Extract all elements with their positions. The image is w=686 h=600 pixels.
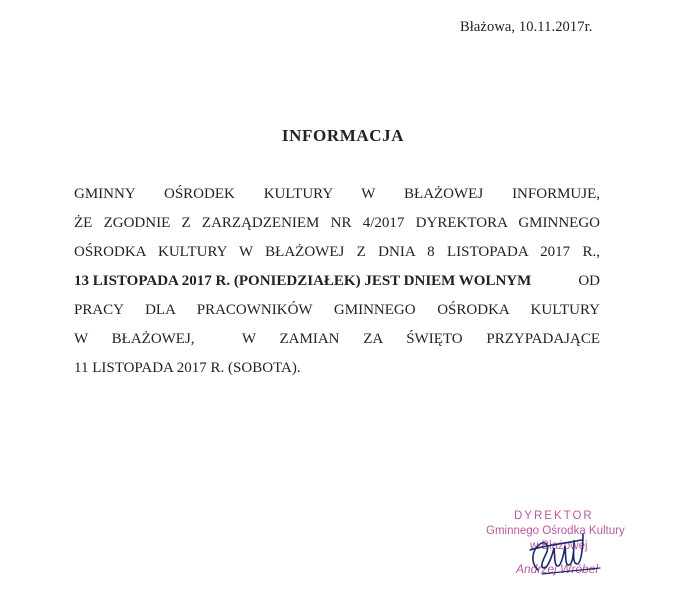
stamp-org-line1: Gminnego Ośrodka Kultury bbox=[486, 525, 625, 537]
stamp-name: Andrzej Wróbel bbox=[516, 562, 599, 576]
body-line: W BŁAŻOWEJ, W ZAMIAN ZA ŚWIĘTO PRZYPADAJĄCE bbox=[74, 331, 600, 347]
bold-phrase: 13 LISTOPADA 2017 R. (PONIEDZIAŁEK) JEST DNIEM WOLNYM bbox=[74, 273, 532, 289]
body-line: 11 LISTOPADA 2017 R. (SOBOTA). bbox=[74, 360, 301, 376]
body-line-bold bbox=[74, 273, 600, 290]
stamp-org-line2: w Błażowej bbox=[530, 540, 588, 552]
handwritten-signature bbox=[470, 510, 660, 600]
director-stamp bbox=[470, 510, 660, 600]
document-date: Błażowa, 10.11.2017r. bbox=[460, 19, 593, 35]
document-title: INFORMACJA bbox=[281, 126, 405, 145]
body-line: GMINNY OŚRODEK KULTURY W BŁAŻOWEJ INFORMUJE, bbox=[74, 186, 600, 202]
stamp-title: DYREKTOR bbox=[514, 510, 594, 522]
bold-line-tail: OD bbox=[578, 273, 600, 289]
body-line: OŚRODKA KULTURY W BŁAŻOWEJ Z DNIA 8 LISTOPADA 2017 R., bbox=[74, 244, 600, 260]
body-line: ŻE ZGODNIE Z ZARZĄDZENIEM NR 4/2017 DYREKTORA GMINNEGO bbox=[74, 215, 600, 231]
body-line: PRACY DLA PRACOWNIKÓW GMINNEGO OŚRODKA KULTURY bbox=[74, 302, 600, 318]
